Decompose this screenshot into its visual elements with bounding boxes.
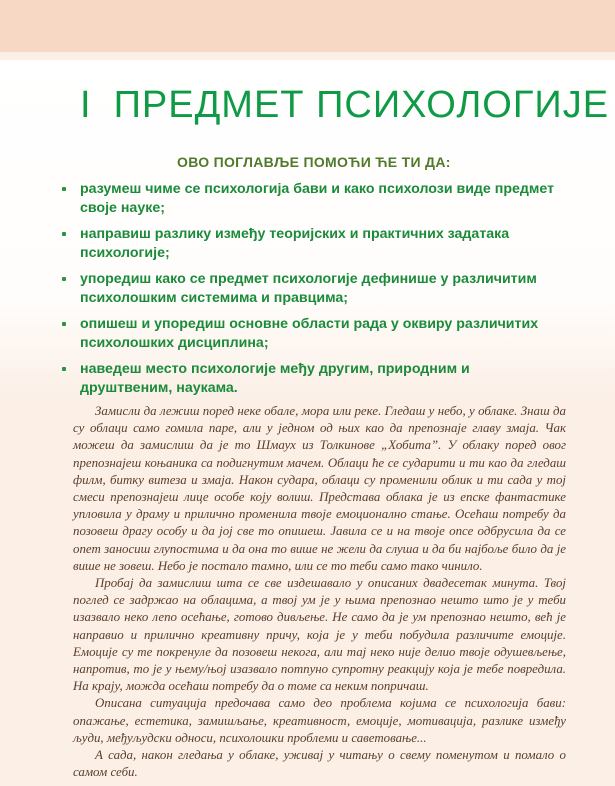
goal-item bbox=[62, 315, 562, 352]
goal-item bbox=[62, 225, 562, 262]
story-paragraph: Пробај да замислиш шта се све издешавало у описаних двадесетак минута. Твој поглед се задржао на облацима, а твој ум је у њима препознао нешто што је у теби изазвало неко лепо осећање, готово дивљење. Не само да је ум препознао нешто, већ је направио и прилично креативну причу, која је у теби побудила различите емоције. Емоције су те покренуле да позовеш некога, али тај неко није делио твоје одушевљење, напротив, то је у њему/њој изазвало потпуно супротну реакцију која је тебе повредила. На крају, можда осећаш потребу да о томе са неким попричаш. bbox=[73, 576, 566, 694]
goal-item bbox=[62, 360, 562, 397]
story-paragraph: Описана ситуација предочава само део проблема којима се психологија бави: опажање, естетика, замишљање, креативност, емоције, мотивација, разлике између људи, међуљудски односи, психолошки проблеми и саветовање... bbox=[73, 696, 566, 745]
bullet-icon bbox=[62, 232, 66, 236]
goal-item bbox=[62, 270, 562, 307]
goal-text: опишеш и упоредиш основне области рада у оквиру различитих психолошких дисциплина; bbox=[80, 316, 539, 351]
bullet-icon bbox=[62, 277, 66, 281]
goal-text: упоредиш како се предмет психологије дефинише у различитим психолошким системима и правцима; bbox=[80, 271, 537, 306]
goals-list bbox=[62, 180, 562, 405]
bullet-icon bbox=[62, 187, 66, 191]
goals-heading: ОВО ПОГЛАВЉЕ ПОМОЋИ ЋЕ ТИ ДА: bbox=[177, 154, 451, 170]
top-color-band bbox=[0, 0, 615, 52]
goal-text: наведеш место психологије међу другим, природним и друштвеним, наукама. bbox=[80, 361, 470, 396]
intro-story bbox=[73, 403, 566, 781]
goal-text: направиш разлику између теоријских и практичних задатака психологије; bbox=[80, 226, 510, 261]
chapter-title bbox=[80, 84, 609, 127]
bullet-icon bbox=[62, 322, 66, 326]
story-paragraph: Замисли да лежиш поред неке обале, мора или реке. Гледаш у небо, у облаке. Знаш да су облаци само гомила паре, али у једном од њих као да препознаје главу змаја. Чак можеш да замислиш да је то Шмаух из Толкинове „Хобита”. У облаку поред овог препознајеш коњаника са подигнутим мачем. Облаци ће се сударити и ти као да гледаш филм, битку витеза и змаја. Након судара, облаци су променили облик и ти сада у тој смеси препознајеш лице особе коју волиш. Представа облака је из епске фантастике упловила у драму и прилично променила твоје емоционално стање. Осећаш потребу да позовеш драгу особу и да јој све то опишеш. Јавила се и на твоје опсе одбрусила да се опет заносиш глупостима и да она то више не жели да слуша и да би најбоље било да је више не зовеш. Небо је постало тамно, или се то теби само тако чинило. bbox=[73, 404, 566, 573]
story-paragraph: А сада, након гледања у облаке, уживај у читању о свему поменутом и помало о самом себи. bbox=[73, 748, 566, 780]
goal-text: разумеш чиме се психологија бави и како психолози виде предмет своје науке; bbox=[80, 181, 555, 216]
chapter-title-text: ПРЕДМЕТ ПСИХОЛОГИЈЕ bbox=[113, 84, 610, 126]
chapter-number: I bbox=[80, 84, 92, 126]
bullet-icon bbox=[62, 367, 66, 371]
goal-item bbox=[62, 180, 562, 217]
